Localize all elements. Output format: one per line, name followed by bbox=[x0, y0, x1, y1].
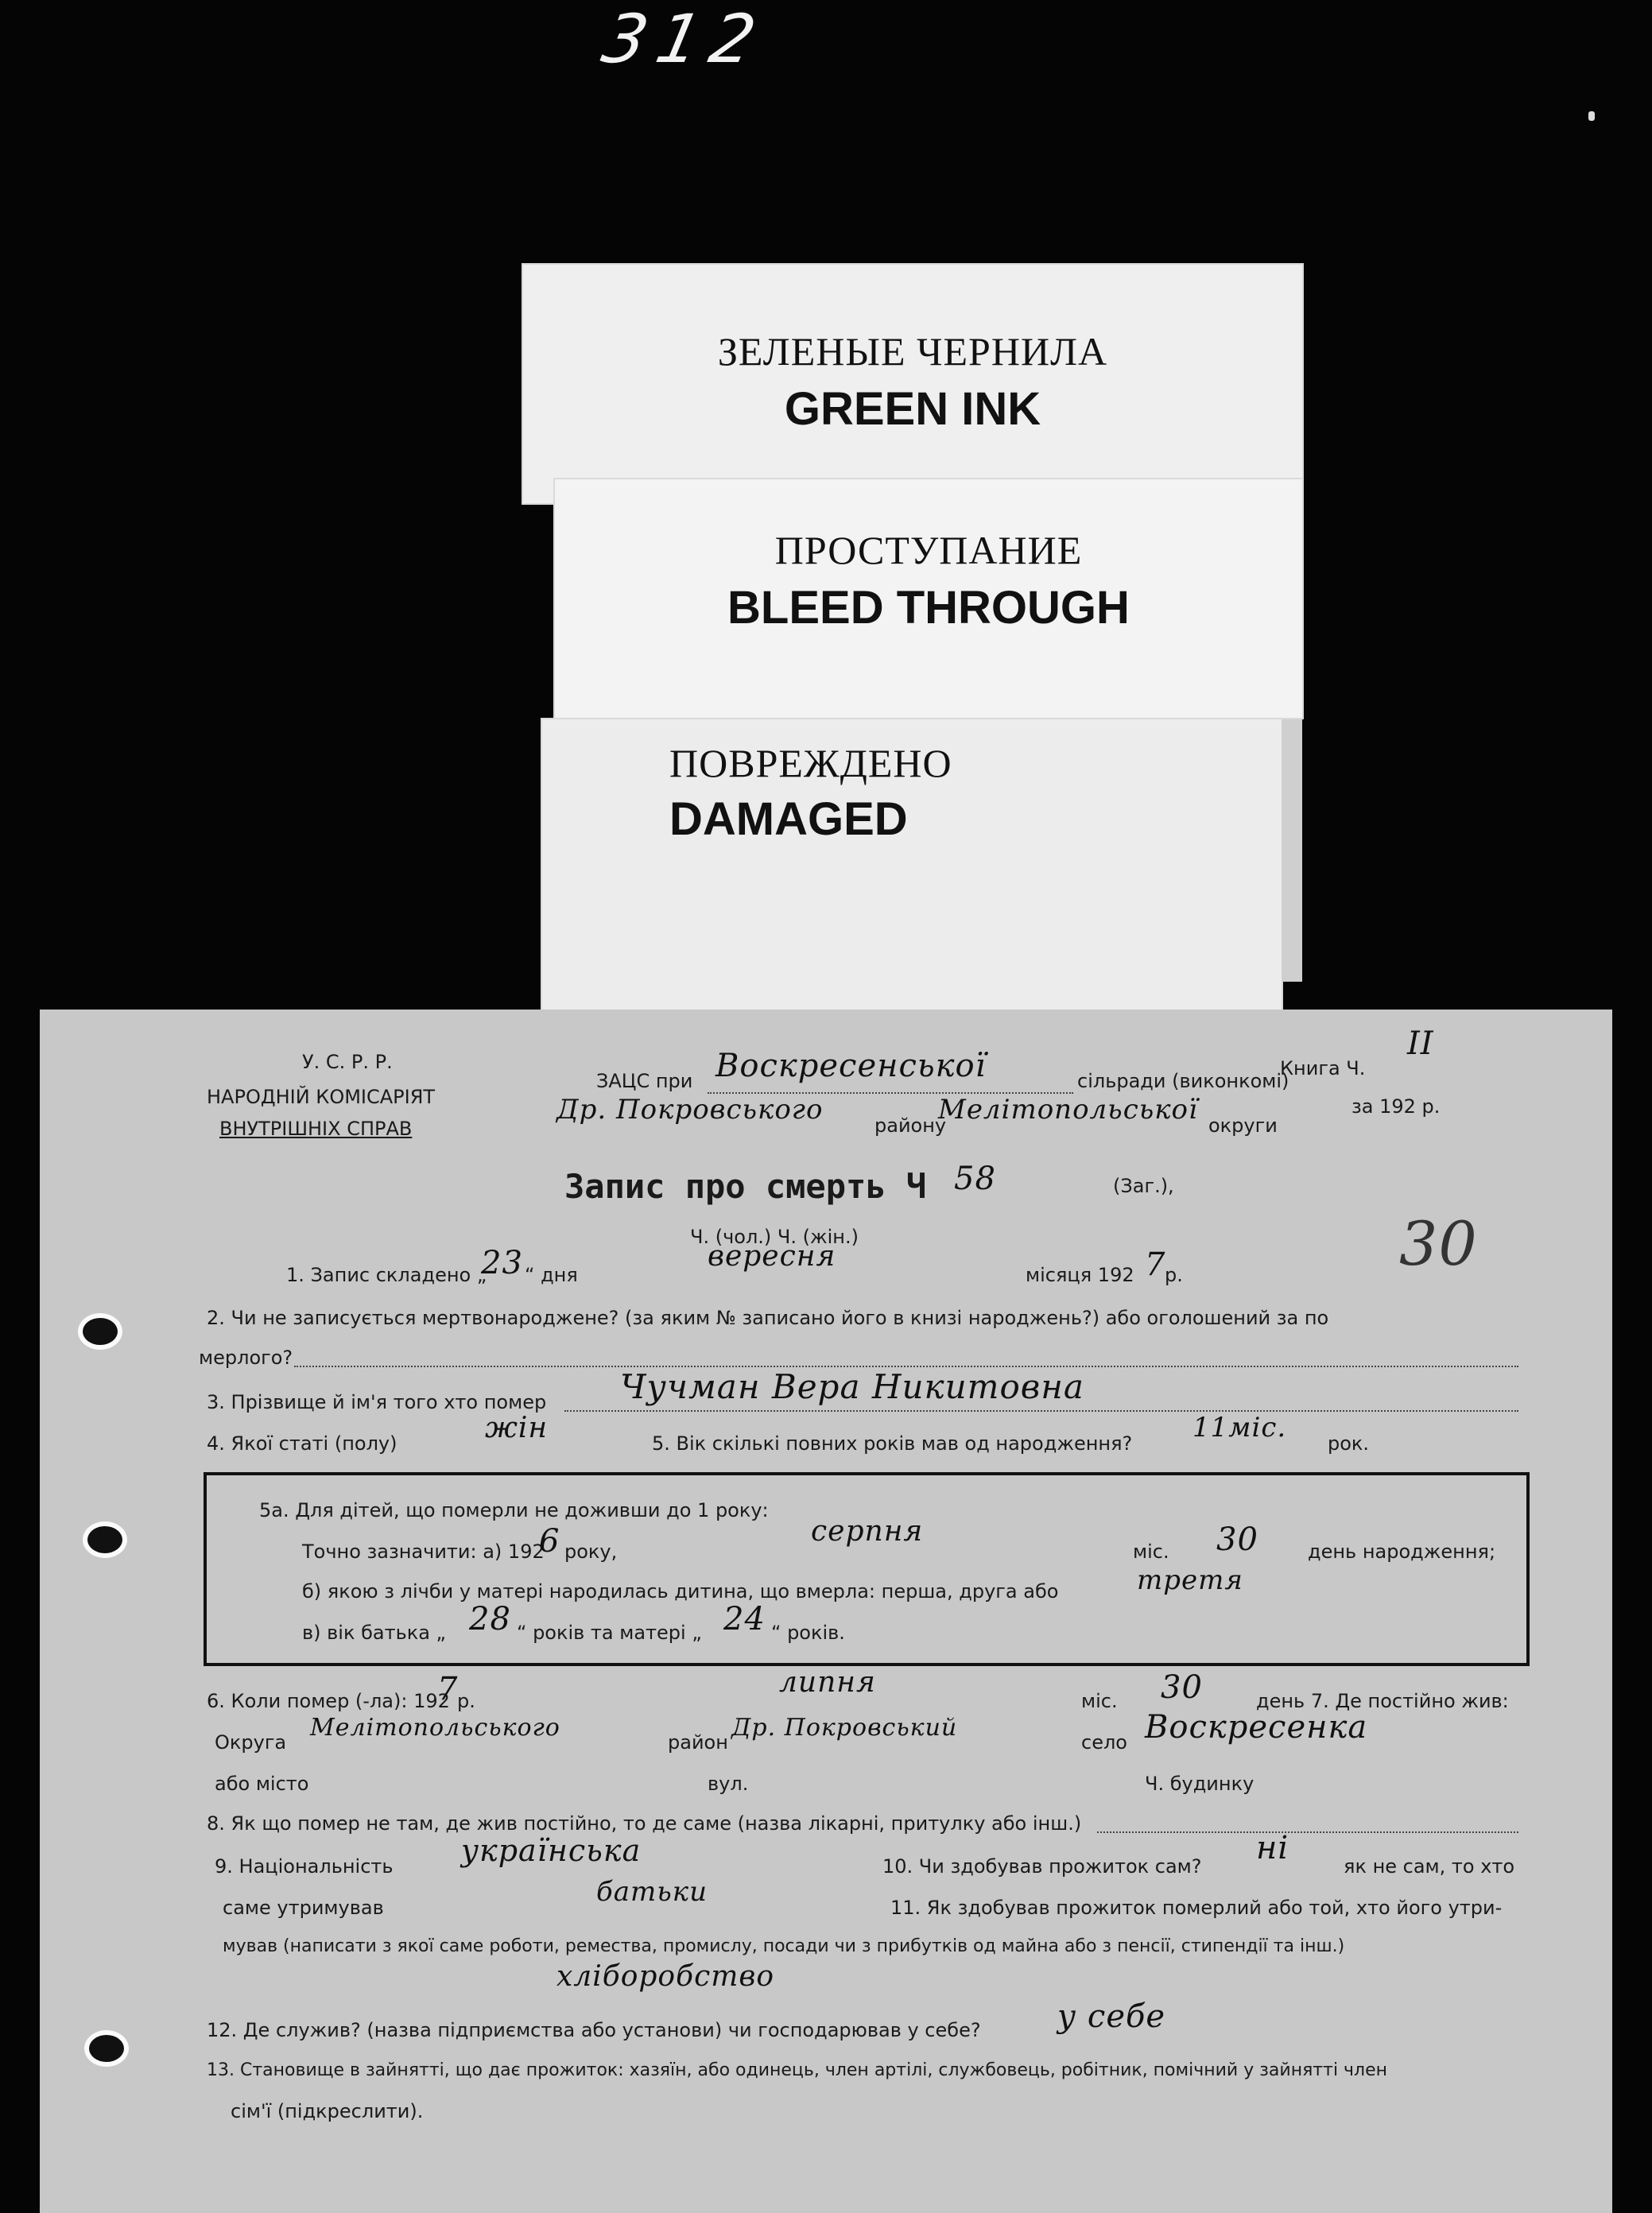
b5a-birth-label: Точно зазначити: а) 192 bbox=[302, 1541, 545, 1563]
l11b-label: мував (написати з якої саме роботи, ремества, промислу, посади чи з прибутків од майна або з пенсії, стипендії та інш.) bbox=[223, 1936, 1345, 1956]
l13-label: 13. Становище в зайнятті, що дає прожиток: хазяїн, або одинець, член артілі, службовець, робітник, помічний у зайнятті член bbox=[207, 2060, 1388, 2080]
b5a-birth-order-label: б) якою з лічби у матері народилась дитина, що вмерла: перша, друга або bbox=[302, 1580, 1059, 1603]
zags-prefix: ЗАЦС при bbox=[596, 1070, 693, 1092]
label-card-damaged bbox=[542, 719, 1282, 1021]
page-title: Запис про смерть Ч bbox=[564, 1167, 927, 1206]
l7-selo-handwritten: Воскресенка bbox=[1145, 1709, 1368, 1746]
l1-label: 1. Запис складено „ bbox=[286, 1264, 487, 1286]
b5a-mother-age-handwritten: 24 bbox=[723, 1601, 766, 1637]
b5a-parent-age-label: в) вік батька „ bbox=[302, 1622, 446, 1644]
l5-years-label: рок. bbox=[1328, 1432, 1370, 1455]
l6-day-handwritten: 30 bbox=[1161, 1669, 1203, 1706]
l3-name-handwritten: Чучман Вера Никитовна bbox=[620, 1367, 1084, 1406]
l13b-label: сім'ї (підкреслити). bbox=[231, 2100, 424, 2122]
ch-line: Ч. (чол.) Ч. (жін.) bbox=[690, 1226, 859, 1248]
b5a-title: 5а. Для дітей, що померли не доживши до 1 року: bbox=[259, 1499, 769, 1521]
b5a-years-label: “ років. bbox=[771, 1622, 845, 1644]
l1-year-handwritten: 7 bbox=[1145, 1246, 1166, 1283]
frame-number: 312 bbox=[595, 0, 774, 78]
l7-okruga-handwritten: Мелітопольського bbox=[310, 1714, 560, 1742]
header-internal-affairs: ВНУТРІШНІХ СПРАВ bbox=[219, 1118, 413, 1140]
l7-rayon-label: район bbox=[668, 1731, 728, 1754]
l10b-label: як не сам, то хто bbox=[1344, 1855, 1515, 1878]
label-en-text: DAMAGED bbox=[669, 793, 908, 845]
rayon-handwritten: Др. Покровського bbox=[556, 1094, 824, 1126]
label-card-green-ink bbox=[523, 265, 1302, 503]
l10-handwritten: ні bbox=[1256, 1830, 1289, 1866]
l3-label: 3. Прізвище й ім'я того хто помер bbox=[207, 1391, 547, 1413]
kniga-label: Книга Ч. bbox=[1280, 1057, 1366, 1079]
punch-hole bbox=[83, 1318, 118, 1345]
l5-label: 5. Вік скількі повних років мав од народження? bbox=[652, 1432, 1133, 1455]
l9-label: 9. Національність bbox=[215, 1855, 394, 1878]
b5a-birth-year-handwritten: 6 bbox=[539, 1523, 560, 1560]
l6-month-label: міс. bbox=[1081, 1690, 1118, 1712]
l1-year-suffix: р. bbox=[1165, 1264, 1183, 1286]
l7-misto-label: або місто bbox=[215, 1773, 309, 1795]
b5a-father-age-handwritten: 28 bbox=[469, 1601, 511, 1637]
b5a-month-label: міс. bbox=[1133, 1541, 1169, 1563]
l6-month-handwritten: липня bbox=[779, 1666, 876, 1699]
l10c-handwritten: батьки bbox=[596, 1876, 708, 1908]
b5a-birth-day-handwritten: 30 bbox=[1216, 1521, 1258, 1558]
l11-occupation-handwritten: хліборобство bbox=[556, 1960, 775, 1993]
l7-rayon-handwritten: Др. Покровський bbox=[731, 1714, 958, 1742]
l7-selo-label: село bbox=[1081, 1731, 1127, 1754]
l2b-label: мерлого? bbox=[199, 1347, 293, 1369]
label-en-text: GREEN INK bbox=[784, 383, 1041, 435]
dotted-line bbox=[564, 1410, 1518, 1412]
l7-vul-label: вул. bbox=[708, 1773, 749, 1795]
punch-hole bbox=[89, 2035, 124, 2062]
l12-handwritten: у себе bbox=[1057, 1998, 1166, 2035]
b5a-year-suffix: року, bbox=[564, 1541, 618, 1563]
l10-label: 10. Чи здобував прожиток сам? bbox=[882, 1855, 1202, 1878]
l6-year-handwritten: 7 bbox=[437, 1671, 459, 1707]
b5a-mother-label: “ років та матері „ bbox=[517, 1622, 702, 1644]
label-ru-text: ПРОСТУПАНИЕ bbox=[774, 528, 1083, 572]
kniga-handwritten: II bbox=[1407, 1025, 1434, 1062]
l11-label: 11. Як здобував прожиток померлий або той, хто його утри- bbox=[890, 1897, 1503, 1919]
l6-year-suffix: р. bbox=[457, 1690, 475, 1712]
header-commissariat: НАРОДНІЙ КОМІСАРІЯТ bbox=[207, 1086, 436, 1108]
label-ru-text: ЗЕЛЕНЫЕ ЧЕРНИЛА bbox=[717, 329, 1108, 374]
label-ru-text: ПОВРЕЖДЕНО bbox=[669, 741, 952, 785]
b5a-day-label: день народження; bbox=[1308, 1541, 1496, 1563]
l1-month-label: місяця 192 bbox=[1026, 1264, 1134, 1286]
punch-hole bbox=[87, 1526, 122, 1553]
l6-label: 6. Коли помер (-ла): 192 bbox=[207, 1690, 450, 1712]
label-card-bleed-through bbox=[555, 479, 1302, 718]
scan-speck bbox=[1588, 111, 1595, 121]
rayon-label: району bbox=[874, 1114, 947, 1137]
dotted-line bbox=[1097, 1831, 1518, 1833]
record-number-handwritten: 58 bbox=[954, 1161, 996, 1197]
death-record-form bbox=[40, 1010, 1612, 2213]
l1-day-label: “ дня bbox=[525, 1264, 578, 1286]
l2-label: 2. Чи не записується мертвонароджене? (за яким № записано його в книзі народжень?) або оголошений за по bbox=[207, 1307, 1329, 1329]
okrugy-label: округи bbox=[1208, 1114, 1278, 1137]
l10c-label: саме утримував bbox=[223, 1897, 384, 1919]
l5-age-handwritten: 11міс. bbox=[1192, 1412, 1287, 1444]
l9-nationality-handwritten: українська bbox=[461, 1833, 642, 1868]
b5a-birth-order-handwritten: третя bbox=[1137, 1564, 1243, 1596]
header-ussr: У. С. Р. Р. bbox=[302, 1051, 393, 1073]
l7-label: день 7. Де постійно жив: bbox=[1256, 1690, 1509, 1712]
label-en-text: BLEED THROUGH bbox=[727, 582, 1130, 634]
l8-label: 8. Як що помер не там, де жив постійно, то де саме (назва лікарні, притулку або інш.) bbox=[207, 1812, 1082, 1835]
side-number-handwritten: 30 bbox=[1399, 1208, 1478, 1279]
l1-month-handwritten: вересня bbox=[708, 1240, 836, 1273]
b5a-birth-month-handwritten: серпня bbox=[811, 1515, 924, 1548]
card-edge bbox=[1282, 719, 1302, 982]
za-year-label: за 192 р. bbox=[1351, 1095, 1441, 1118]
l4-sex-handwritten: жін bbox=[485, 1412, 549, 1444]
zag-label: (Заг.), bbox=[1113, 1175, 1174, 1197]
l7-okruga-label: Округа bbox=[215, 1731, 287, 1754]
okrug-handwritten: Мелітопольської bbox=[938, 1094, 1198, 1126]
l1-day-handwritten: 23 bbox=[481, 1245, 523, 1281]
zags-handwritten: Воскресенської bbox=[715, 1048, 987, 1084]
silrady-label: сільради (виконкомі) bbox=[1077, 1070, 1289, 1092]
l12-label: 12. Де служив? (назва підприємства або установи) чи господарював у себе? bbox=[207, 2019, 981, 2041]
l7-bud-label: Ч. будинку bbox=[1145, 1773, 1255, 1795]
l4-label: 4. Якої статі (полу) bbox=[207, 1432, 397, 1455]
